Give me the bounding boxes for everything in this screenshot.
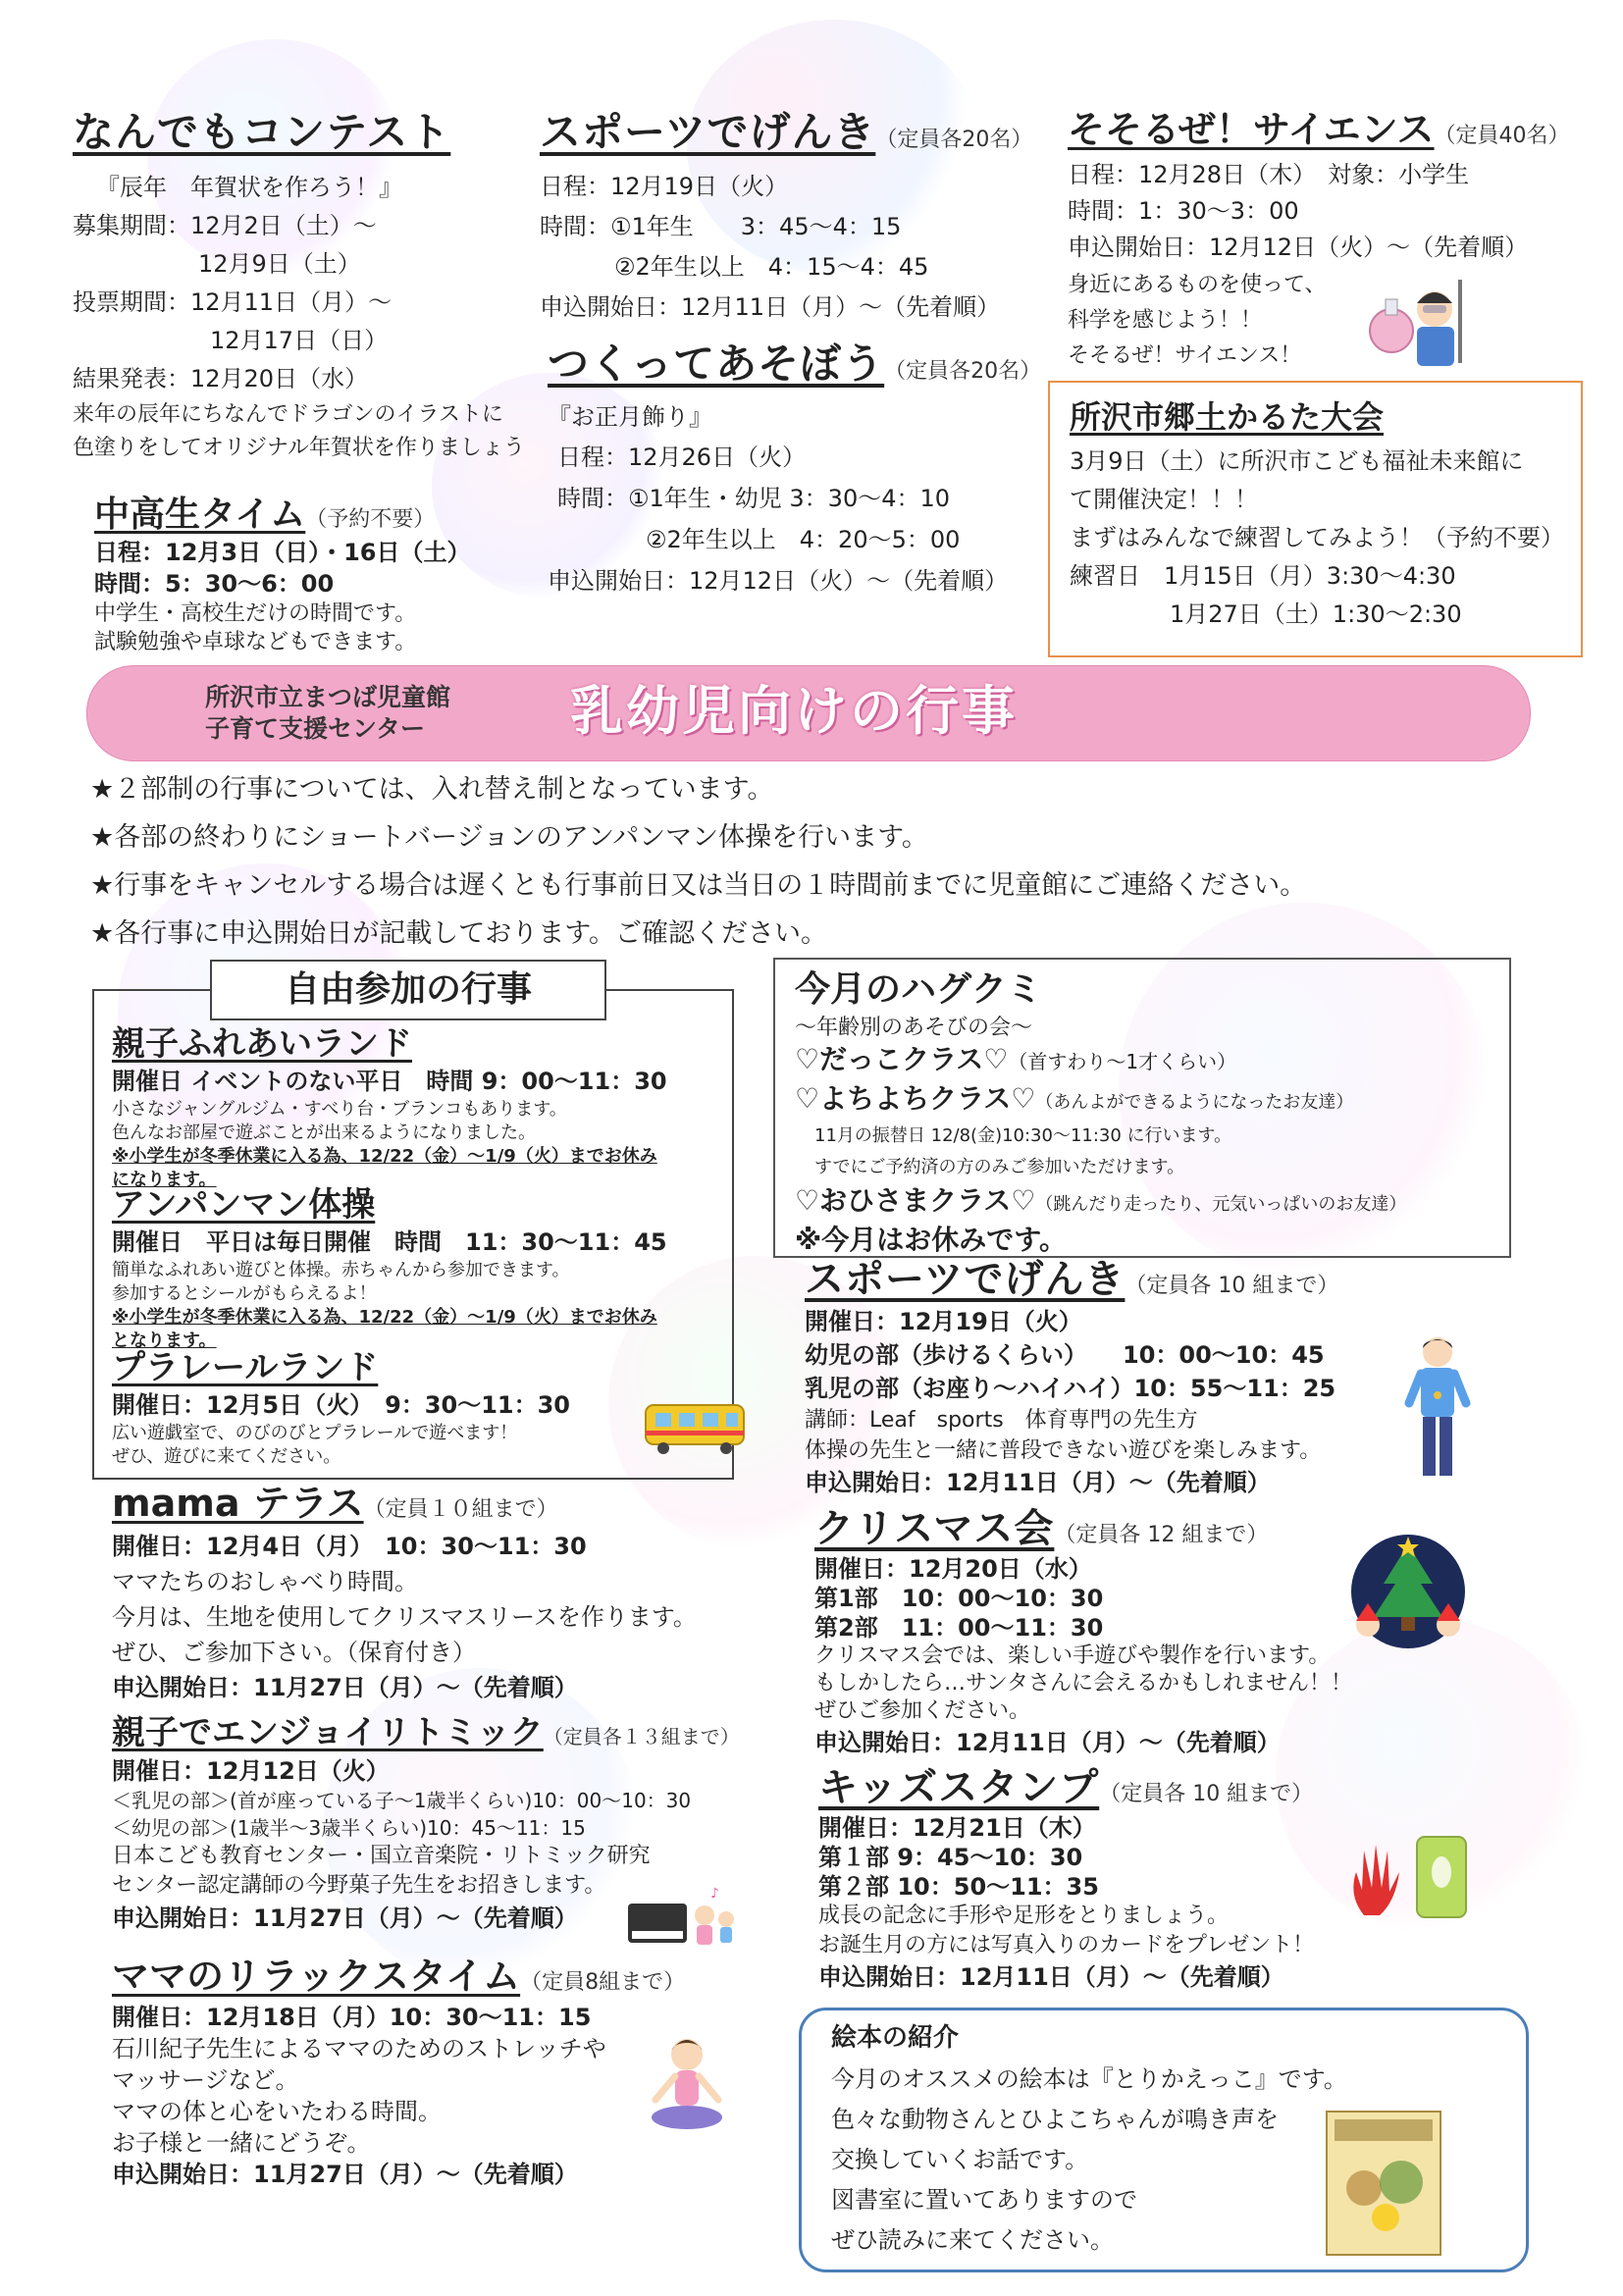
sports-baby-line: 体操の先生と一緒に普段できない遊びを楽しみます。	[805, 1438, 1322, 1463]
contest-line: 募集期間：12月2日（土）～	[73, 212, 377, 240]
contest-line: 色塗りをしてオリジナル年賀状を作りましょう	[73, 436, 525, 461]
fureai-line: 開催日 イベントのない平日 時間 9：00～11：30	[112, 1068, 667, 1096]
rhythmic-line: 申込開始日：11月27日（月）～（先着順）	[112, 1905, 578, 1933]
banner-org-name: 所沢市立まつば児童館	[205, 683, 451, 711]
fureai-line: 色んなお部屋で遊ぶことが出来るようになりました。	[112, 1122, 536, 1144]
free-events-header: 自由参加の行事	[210, 960, 606, 1020]
train-illustration	[642, 1397, 750, 1456]
book-intro-line: 交換していくお話です。	[831, 2146, 1089, 2173]
contest-line: 結果発表：12月20日（水）	[73, 365, 369, 393]
plarail-line: 開催日：12月5日（火） 9：30～11：30	[112, 1391, 570, 1420]
kids-stamp-cap: （定員各 10 組まで）	[1099, 1782, 1314, 1806]
mama-terrace-cap: （定員１０組まで）	[363, 1497, 558, 1522]
note-item: ★各行事に申込開始日が記載しております。ご確認ください。	[90, 918, 828, 949]
anpanman-section	[112, 1187, 730, 1353]
anpanman-title: アンパンマン体操	[112, 1185, 376, 1225]
fureai-line: になります。	[112, 1170, 217, 1191]
science-title: そそるぜ！サイエンス	[1068, 108, 1435, 151]
xmas-line: もしかしたら…サンタさんに会えるかもしれません！！	[814, 1671, 1353, 1696]
xmas-line: 第2部 11：00～11：30	[814, 1614, 1104, 1642]
kids-stamp-line: 成長の記念に手形や足形をとりましょう。	[818, 1904, 1230, 1928]
anpanman-line: 簡単なふれあい遊びと体操。赤ちゃんから参加できます。	[112, 1260, 570, 1281]
yochiyochi-line: 11月の振替日 12/8(金)10:30～11:30 に行います。	[814, 1125, 1232, 1146]
book-cover-illustration	[1325, 2110, 1442, 2257]
mama-terrace-line: 申込開始日：11月27日（月）～（先着順）	[112, 1673, 578, 1701]
banner-title: 乳幼児向けの行事	[570, 680, 1018, 742]
science-cap: （定員40名）	[1434, 124, 1570, 148]
craft-subtitle: 『お正月飾り』	[548, 403, 712, 432]
book-intro-line: 今月のオススメの絵本は『とりかえっこ』です。	[831, 2065, 1347, 2093]
fureai-line: 小さなジャングルジム・すべり台・ブランコもあります。	[112, 1099, 567, 1121]
relax-line: お子様と一緒にどうぞ。	[112, 2128, 371, 2157]
class-daddo-note: （首すわり～1才くらい）	[1008, 1050, 1237, 1073]
anpanman-line: 参加するとシールがもらえるよ！	[112, 1283, 377, 1305]
mama-terrace-section	[112, 1484, 740, 1705]
contest-section	[73, 110, 534, 465]
christmas-tree-illustration	[1344, 1533, 1472, 1650]
mama-terrace-line: 今月は、生地を使用してクリスマスリースを作ります。	[112, 1602, 697, 1631]
sports-baby-cap: （定員各 10 組まで）	[1125, 1274, 1339, 1298]
contest-line: 来年の辰年にちなんでドラゴンのイラストに	[73, 402, 503, 428]
kids-stamp-line: 開催日：12月21日（木）	[818, 1814, 1096, 1842]
fureai-line: ※小学生が冬季休業に入る為、12/22（金）～1/9（火）までお休み	[112, 1146, 657, 1168]
fureai-title: 親子ふれあいランド	[112, 1024, 412, 1064]
contest-line: 12月17日（日）	[210, 327, 389, 355]
kids-stamp-title: キッズスタンプ	[818, 1765, 1100, 1810]
sports-kids-line: ②2年生以上 4：15～4：45	[614, 253, 929, 282]
mama-terrace-line: 開催日：12月4日（月） 10：30～11：30	[112, 1532, 587, 1560]
sports-kids-title: スポーツでげんき	[540, 108, 876, 156]
xmas-cap: （定員各 12 組まで）	[1054, 1523, 1269, 1547]
sports-baby-title: スポーツでげんき	[805, 1257, 1126, 1302]
contest-line: 12月9日（土）	[198, 250, 361, 279]
plarail-line: ぜひ、遊びに来てください。	[112, 1446, 341, 1468]
science-line: 時間：1：30～3：00	[1068, 196, 1299, 225]
teen-title: 中高生タイム	[94, 495, 306, 535]
karuta-box	[1048, 381, 1583, 657]
science-line: 申込開始日：12月12日（火）～（先着順）	[1068, 233, 1529, 261]
sports-kids-line: 時間：①1年生 3：45～4：15	[540, 213, 902, 241]
mama-terrace-title: mama テラス	[112, 1482, 364, 1525]
contest-line: 投票期間：12月11日（月）～	[73, 288, 393, 317]
fureai-section	[112, 1026, 730, 1192]
karuta-line: 1月27日（土）1:30～2:30	[1170, 600, 1462, 629]
hagukumi-box	[773, 958, 1511, 1258]
note-item: ★２部制の行事については、入れ替え制となっています。	[90, 774, 774, 805]
book-intro-line: ぜひ読みに来てください。	[831, 2226, 1114, 2254]
craft-line: 時間：①1年生・幼児 3：30～4：10	[557, 485, 951, 513]
rhythmic-cap: （定員各１３組まで）	[543, 1725, 740, 1748]
mama-terrace-line: ママたちのおしゃべり時間。	[112, 1567, 418, 1595]
rhythmic-title: 親子でエンジョイリトミック	[112, 1713, 544, 1752]
sports-kids-line: 日程：12月19日（火）	[540, 173, 789, 201]
craft-cap: （定員各20名）	[884, 359, 1042, 384]
teen-note: （予約不要）	[305, 507, 436, 532]
class-daddo: ♡だっこクラス♡	[795, 1043, 1009, 1075]
sports-kids-section	[540, 110, 1050, 328]
ohisama-rest: ※今月はお休みです。	[795, 1224, 1067, 1256]
class-yochiyochi-note: （あんよができるようになったお友達）	[1035, 1092, 1354, 1113]
kids-stamp-line: 申込開始日：12月11日（月）～（先着順）	[818, 1963, 1284, 1991]
scientist-illustration	[1364, 270, 1472, 368]
mama-terrace-line: ぜひ、ご参加下さい。（保育付き）	[112, 1638, 477, 1666]
teen-line: 日程：12月3日（日）・16日（土）	[94, 538, 471, 566]
rhythmic-line: ＜幼児の部＞(1歳半～3歳半くらい)10：45～11：15	[112, 1816, 586, 1841]
kids-stamp-line: 第１部 9：45～10：30	[818, 1844, 1083, 1871]
kids-stamp-line: お誕生月の方には写真入りのカードをプレゼント！	[818, 1933, 1315, 1957]
science-line: 身近にあるものを使って、	[1068, 272, 1327, 297]
sports-baby-line: 乳児の部（お座り～ハイハイ）10：55～11：25	[805, 1375, 1336, 1402]
karuta-line: 練習日 1月15日（月）3:30～4:30	[1070, 562, 1456, 591]
karuta-line: まずはみんなで練習してみよう！（予約不要）	[1070, 524, 1564, 552]
sports-baby-line: 申込開始日：12月11日（月）～（先着順）	[805, 1469, 1271, 1496]
relax-title: ママのリラックスタイム	[112, 1955, 521, 1998]
relax-line: 申込開始日：11月27日（月）～（先着順）	[112, 2160, 578, 2188]
relax-cap: （定員8組まで）	[520, 1970, 686, 1995]
hagukumi-subtitle: ～年齢別のあそびの会～	[795, 1016, 1033, 1040]
karuta-line: て開催決定！！！	[1070, 486, 1258, 514]
yoga-illustration	[638, 2031, 736, 2139]
craft-section	[548, 341, 1058, 601]
class-ohisama: ♡おひさまクラス♡	[795, 1184, 1036, 1217]
teen-time-section	[94, 496, 555, 656]
rhythmic-line: 日本こども教育センター・国立音楽院・リトミック研究	[112, 1844, 651, 1869]
xmas-line: 申込開始日：12月11日（月）～（先着順）	[814, 1729, 1281, 1756]
science-line: 日程：12月28日（木） 対象：小学生	[1068, 160, 1470, 188]
relax-line: 石川紀子先生によるママのためのストレッチや	[112, 2034, 606, 2062]
yochiyochi-line: すでにご予約済の方のみご参加いただけます。	[814, 1157, 1185, 1177]
science-line: 科学を感じよう！！	[1068, 307, 1263, 333]
karuta-title: 所沢市郷土かるた大会	[1070, 398, 1385, 436]
relax-line: マッサージなど。	[112, 2065, 299, 2094]
note-item: ★各部の終わりにショートバージョンのアンパンマン体操を行います。	[90, 822, 928, 853]
teen-line: 試験勉強や卓球などもできます。	[94, 629, 417, 654]
science-line: そそるぜ！サイエンス！	[1068, 342, 1302, 368]
relax-line: 開催日：12月18日（月）10：30～11：15	[112, 2003, 592, 2031]
class-yochiyochi: ♡よちよちクラス♡	[795, 1082, 1036, 1115]
craft-line: 申込開始日：12月12日（火）～（先着順）	[548, 567, 1009, 596]
class-ohisama-note: （跳んだり走ったり、元気いっぱいのお友達）	[1035, 1194, 1407, 1215]
sports-kids-cap: （定員各20名）	[875, 128, 1033, 152]
contest-title: なんでもコンテスト	[73, 108, 451, 156]
rhythmic-line: センター認定講師の今野菓子先生をお招きします。	[112, 1873, 606, 1899]
sports-baby-line: 開催日：12月19日（火）	[805, 1308, 1082, 1335]
plarail-line: 広い遊戯室で、のびのびとプラレールで遊べます！	[112, 1423, 518, 1444]
piano-illustration	[622, 1884, 740, 1953]
anpanman-line: 開催日 平日は毎日開催 時間 11：30～11：45	[112, 1228, 667, 1257]
plarail-title: プラレールランド	[112, 1348, 379, 1387]
xmas-line: クリスマス会では、楽しい手遊びや製作を行います。	[814, 1644, 1331, 1668]
teen-line: 中学生・高校生だけの時間です。	[94, 600, 417, 626]
svg-text:♪: ♪	[710, 1886, 719, 1902]
craft-line: 日程：12月26日（火）	[557, 444, 807, 472]
xmas-title: クリスマス会	[814, 1506, 1055, 1551]
craft-title: つくってあそぼう	[548, 339, 885, 388]
xmas-line: 開催日：12月20日（水）	[814, 1555, 1092, 1583]
book-intro-line: 色々な動物さんとひよこちゃんが鳴き声を	[831, 2106, 1279, 2133]
plarail-section	[112, 1350, 730, 1469]
sports-baby-line: 講師：Leaf sports 体育専門の先生方	[805, 1408, 1198, 1433]
karuta-line: 3月9日（土）に所沢市こども福祉未来館に	[1070, 447, 1524, 476]
xmas-line: ぜひご参加ください。	[814, 1698, 1031, 1723]
sports-kids-line: 申込開始日：12月11日（月）～（先着順）	[540, 293, 1001, 322]
science-section	[1068, 110, 1578, 374]
sports-baby-line: 幼児の部（歩けるくらい） 10：00～10：45	[805, 1341, 1325, 1369]
relax-line: ママの体と心をいたわる時間。	[112, 2097, 442, 2125]
book-intro-title: 絵本の紹介	[831, 2023, 960, 2053]
book-intro-line: 図書室に置いてありますので	[831, 2186, 1137, 2214]
craft-line: ②2年生以上 4：20～5：00	[646, 526, 961, 554]
notes-list	[90, 765, 1306, 958]
hagukumi-title: 今月のハグクミ	[795, 969, 1043, 1010]
kids-stamp-line: 第２部 10：50～11：35	[818, 1873, 1099, 1901]
handprint-illustration	[1344, 1833, 1472, 1921]
contest-subtitle: 『辰年 年賀状を作ろう！』	[96, 174, 402, 202]
section-banner	[86, 665, 1531, 761]
anpanman-line: となります。	[112, 1331, 217, 1352]
note-item: ★行事をキャンセルする場合は遅くとも行事前日又は当日の１時間前までに児童館にご連絡ください。	[90, 870, 1307, 901]
teen-line: 時間：5：30～6：00	[94, 569, 335, 598]
rhythmic-line: ＜乳児の部＞(首が座っている子～1歳半くらい)10：00～10：30	[112, 1789, 692, 1813]
banner-org-sub: 子育て支援センター	[205, 714, 426, 743]
anpanman-line: ※小学生が冬季休業に入る為、12/22（金）～1/9（火）までお休み	[112, 1307, 657, 1329]
coach-illustration	[1403, 1332, 1472, 1489]
xmas-line: 第1部 10：00～10：30	[814, 1585, 1104, 1612]
rhythmic-line: 開催日：12月12日（火）	[112, 1757, 390, 1786]
